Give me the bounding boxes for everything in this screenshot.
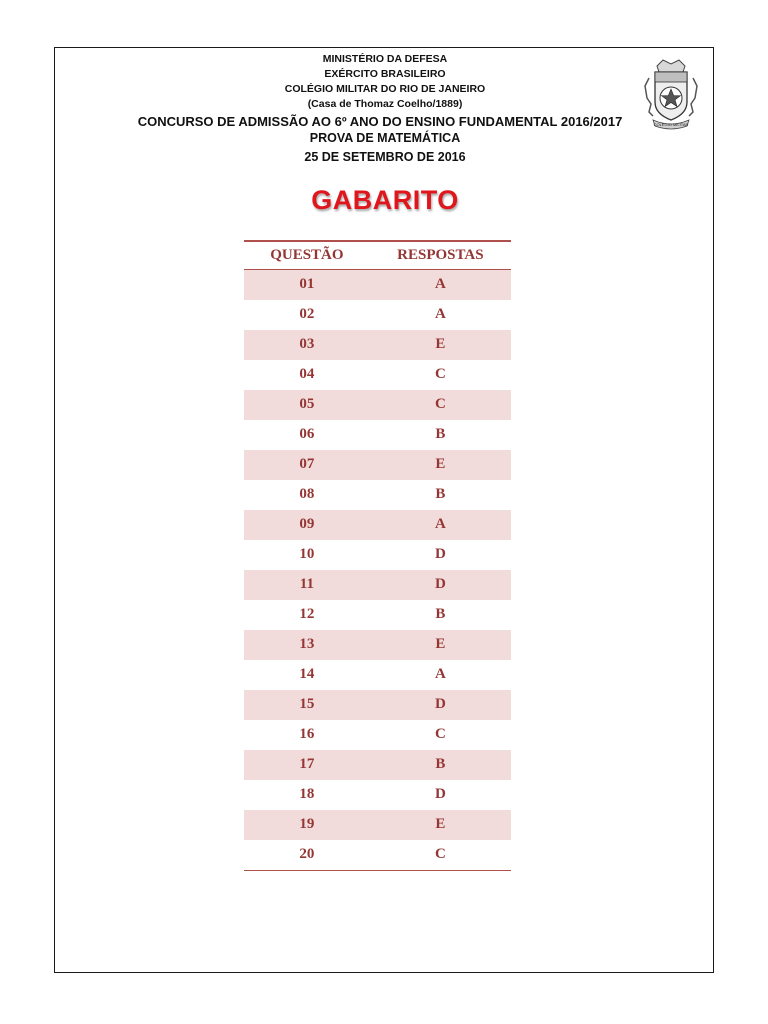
table-row bbox=[244, 390, 511, 420]
table-row bbox=[244, 360, 511, 390]
header-date: 25 DE SETEMBRO DE 2016 bbox=[304, 150, 466, 164]
answer-letter: A bbox=[434, 306, 446, 322]
answer-letter: C bbox=[374, 390, 511, 420]
header-exam: PROVA DE MATEMÁTICA bbox=[309, 131, 461, 145]
answer-letter: B bbox=[435, 486, 446, 502]
question-number: 06 bbox=[299, 426, 315, 442]
question-number: 20 bbox=[244, 840, 374, 871]
document-frame bbox=[54, 47, 714, 973]
header-army: EXÉRCITO BRASILEIRO bbox=[324, 68, 446, 80]
table-row bbox=[244, 780, 511, 810]
question-number: 01 bbox=[244, 269, 374, 300]
question-number: 12 bbox=[299, 606, 315, 622]
table-row bbox=[244, 540, 511, 570]
header-contest: CONCURSO DE ADMISSÃO AO 6º ANO DO ENSINO FUNDAMENTAL 2016/2017 bbox=[137, 114, 623, 129]
question-number: 18 bbox=[299, 786, 315, 802]
question-number: 03 bbox=[244, 330, 374, 360]
crest-motto: COLEGIO MILITAR bbox=[653, 122, 689, 127]
question-number: 16 bbox=[299, 726, 315, 742]
answer-letter: B bbox=[374, 750, 511, 780]
question-number: 07 bbox=[244, 450, 374, 480]
header-house: (Casa de Thomaz Coelho/1889) bbox=[307, 98, 463, 110]
question-number: 14 bbox=[299, 666, 315, 682]
table-row bbox=[244, 570, 511, 600]
answer-letter: A bbox=[374, 269, 511, 300]
question-number: 10 bbox=[299, 546, 315, 562]
table-row bbox=[244, 510, 511, 540]
answer-letter: D bbox=[374, 690, 511, 720]
answer-letter: D bbox=[434, 546, 446, 562]
answer-letter: C bbox=[374, 840, 511, 871]
column-header-question: QUESTÃO bbox=[244, 241, 374, 269]
table-row bbox=[244, 840, 511, 871]
answer-letter: E bbox=[374, 330, 511, 360]
table-row bbox=[244, 660, 511, 690]
answer-letter: A bbox=[434, 666, 446, 682]
table-row bbox=[244, 720, 511, 750]
table-row bbox=[244, 630, 511, 660]
table-row bbox=[244, 750, 511, 780]
header-ministry: MINISTÉRIO DA DEFESA bbox=[322, 53, 448, 65]
table-row bbox=[244, 810, 511, 840]
question-number: 09 bbox=[244, 510, 374, 540]
question-number: 04 bbox=[299, 366, 315, 382]
question-number: 11 bbox=[244, 570, 374, 600]
question-number: 15 bbox=[244, 690, 374, 720]
table-row bbox=[244, 690, 511, 720]
answer-letter: D bbox=[434, 786, 446, 802]
answer-letter: D bbox=[374, 570, 511, 600]
answer-letter: C bbox=[434, 726, 446, 742]
answer-letter: E bbox=[374, 450, 511, 480]
answer-letter: C bbox=[434, 366, 446, 382]
question-number: 08 bbox=[299, 486, 315, 502]
table-header-row bbox=[244, 241, 511, 269]
table-row bbox=[244, 600, 511, 630]
question-number: 05 bbox=[244, 390, 374, 420]
question-number: 13 bbox=[244, 630, 374, 660]
page-title: GABARITO bbox=[311, 185, 459, 215]
table-row bbox=[244, 300, 511, 330]
table-row bbox=[244, 480, 511, 510]
answer-letter: E bbox=[374, 810, 511, 840]
table-row bbox=[244, 450, 511, 480]
school-crest-icon bbox=[643, 56, 699, 130]
answer-letter: A bbox=[374, 510, 511, 540]
column-header-answer: RESPOSTAS bbox=[374, 241, 511, 269]
table-row bbox=[244, 269, 511, 300]
question-number: 19 bbox=[244, 810, 374, 840]
document-header bbox=[55, 52, 715, 167]
table-row bbox=[244, 420, 511, 450]
answer-letter: B bbox=[435, 606, 446, 622]
question-number: 02 bbox=[299, 306, 315, 322]
header-school: COLÉGIO MILITAR DO RIO DE JANEIRO bbox=[284, 83, 486, 95]
question-number: 17 bbox=[244, 750, 374, 780]
answer-letter: B bbox=[435, 426, 446, 442]
answer-letter: E bbox=[374, 630, 511, 660]
table-row bbox=[244, 330, 511, 360]
answer-key-table bbox=[244, 240, 511, 871]
